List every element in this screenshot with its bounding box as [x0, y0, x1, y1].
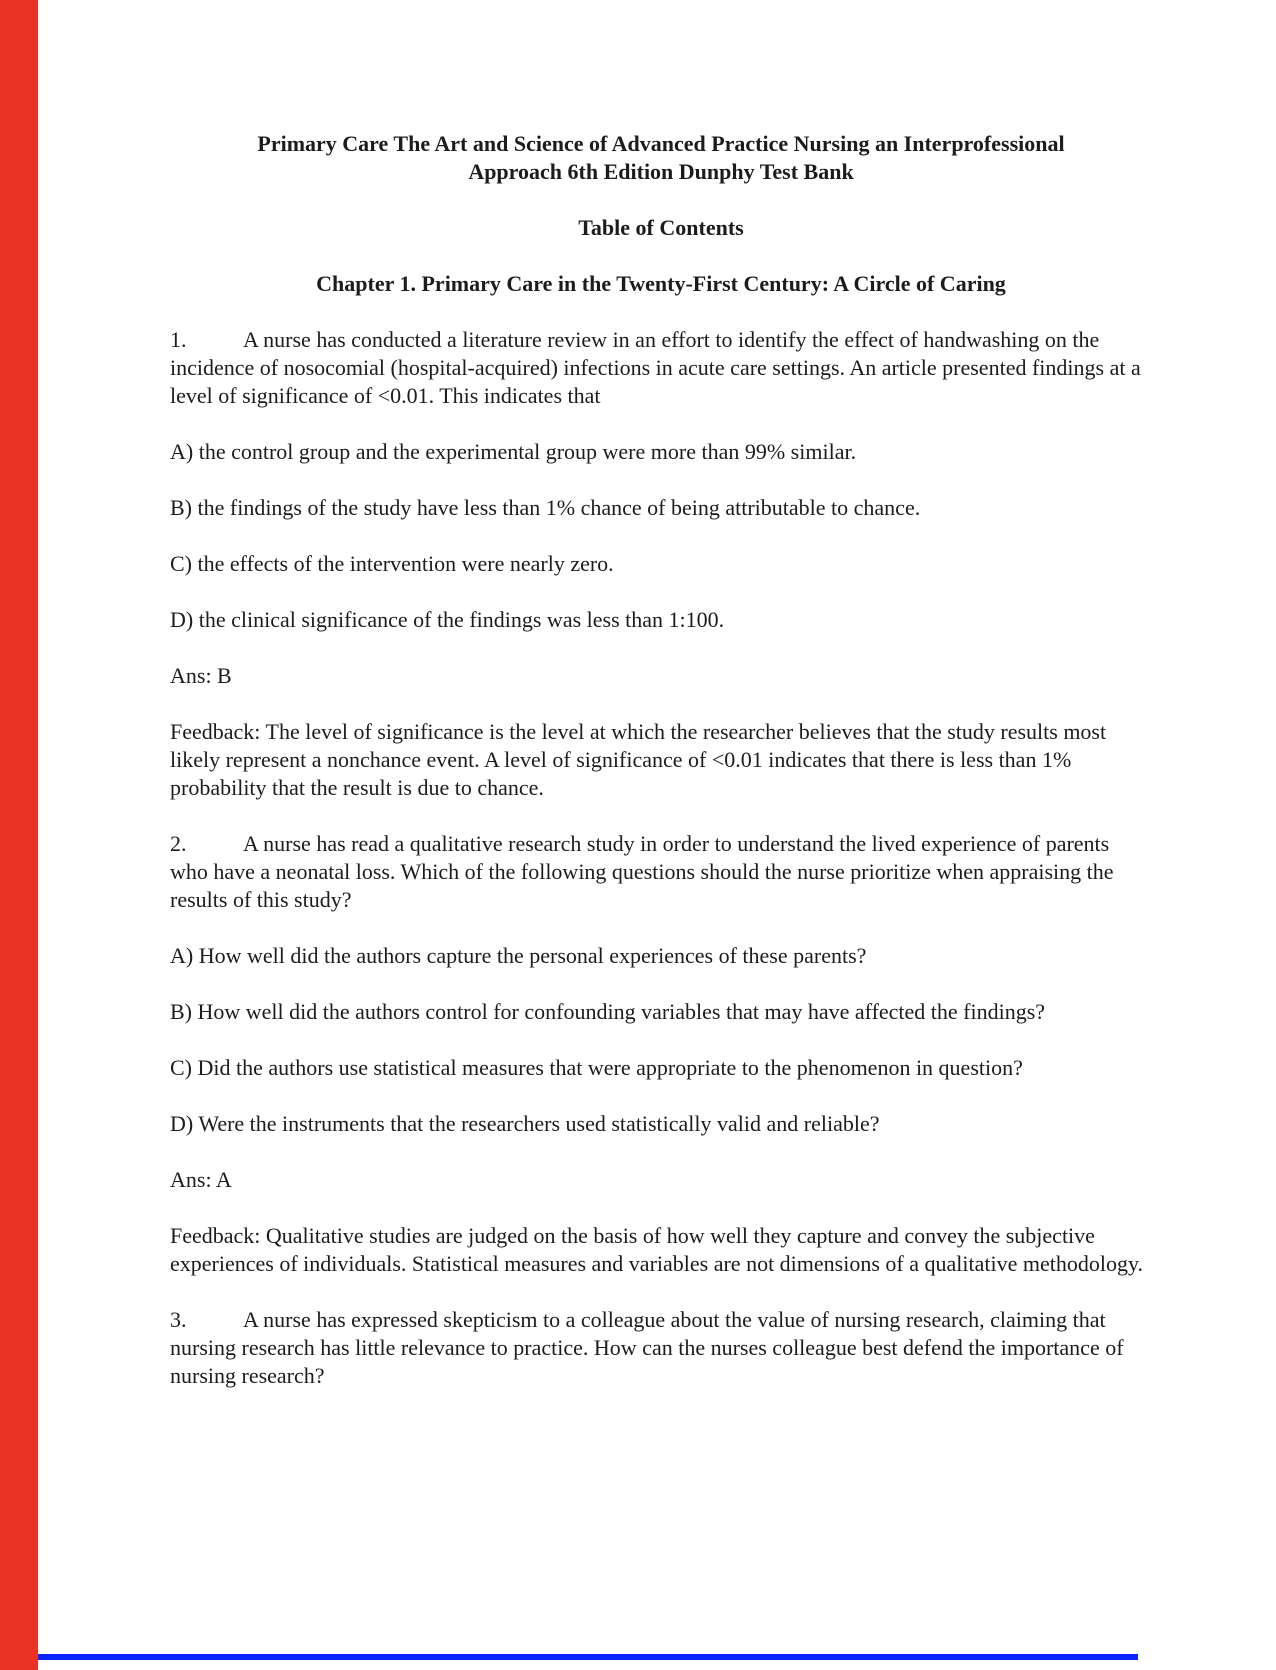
- table-of-contents-heading: Table of Contents: [578, 215, 744, 240]
- question-2-option-d: D) Were the instruments that the researchers used statistically valid and reliable?: [170, 1111, 880, 1136]
- document-title: [170, 130, 1152, 186]
- bottom-blue-line: [38, 1654, 1138, 1660]
- question-3-stem: [170, 1306, 1152, 1390]
- chapter-heading: Chapter 1. Primary Care in the Twenty-First Century: A Circle of Caring: [316, 271, 1006, 296]
- question-2-option-a: A) How well did the authors capture the personal experiences of these parents?: [170, 943, 867, 968]
- document-content: [170, 130, 1152, 1418]
- question-1-option-c: C) the effects of the intervention were nearly zero.: [170, 551, 614, 576]
- question-1-feedback: Feedback: The level of significance is the level at which the researcher believes that the study results most likely represent a nonchance event. A level of significance of <0.01 indicates that there is less than 1% probability that the result is due to chance.: [170, 719, 1107, 800]
- question-2-option-c: C) Did the authors use statistical measures that were appropriate to the phenomenon in question?: [170, 1055, 1023, 1080]
- question-2-text: A nurse has read a qualitative research study in order to understand the lived experience of parents who have a neonatal loss. Which of the following questions should the nurse prioritize when appraising the results of this study?: [170, 831, 1114, 912]
- question-3-text: A nurse has expressed skepticism to a colleague about the value of nursing research, claiming that nursing research has little relevance to practice. How can the nurses colleague best defend the importance of nursing research?: [170, 1307, 1124, 1388]
- question-2-feedback: Feedback: Qualitative studies are judged on the basis of how well they capture and convey the subjective experiences of individuals. Statistical measures and variables are not dimensions of a qualitative methodology.: [170, 1223, 1144, 1276]
- question-1-option-a: A) the control group and the experimental group were more than 99% similar.: [170, 439, 857, 464]
- question-2-stem: [170, 830, 1152, 914]
- left-red-margin-bar: [0, 0, 38, 1670]
- question-1-number: 1.: [170, 327, 187, 352]
- question-2-number: 2.: [170, 831, 187, 856]
- question-1-answer: Ans: B: [170, 663, 232, 688]
- question-1-stem: [170, 326, 1152, 410]
- question-3-number: 3.: [170, 1307, 187, 1332]
- question-1-option-d: D) the clinical significance of the findings was less than 1:100.: [170, 607, 725, 632]
- question-1-text: A nurse has conducted a literature review in an effort to identify the effect of handwashing on the incidence of nosocomial (hospital-acquired) infections in acute care settings. An article presented findings at a level of significance of <0.01. This indicates that: [170, 327, 1141, 408]
- question-1-option-b: B) the findings of the study have less than 1% chance of being attributable to chance.: [170, 495, 921, 520]
- document-title-line-1: Primary Care The Art and Science of Advanced Practice Nursing an Interprofessional: [257, 131, 1065, 156]
- question-2-answer: Ans: A: [170, 1167, 232, 1192]
- document-title-line-2: Approach 6th Edition Dunphy Test Bank: [468, 159, 854, 184]
- question-2-option-b: B) How well did the authors control for confounding variables that may have affected the findings?: [170, 999, 1046, 1024]
